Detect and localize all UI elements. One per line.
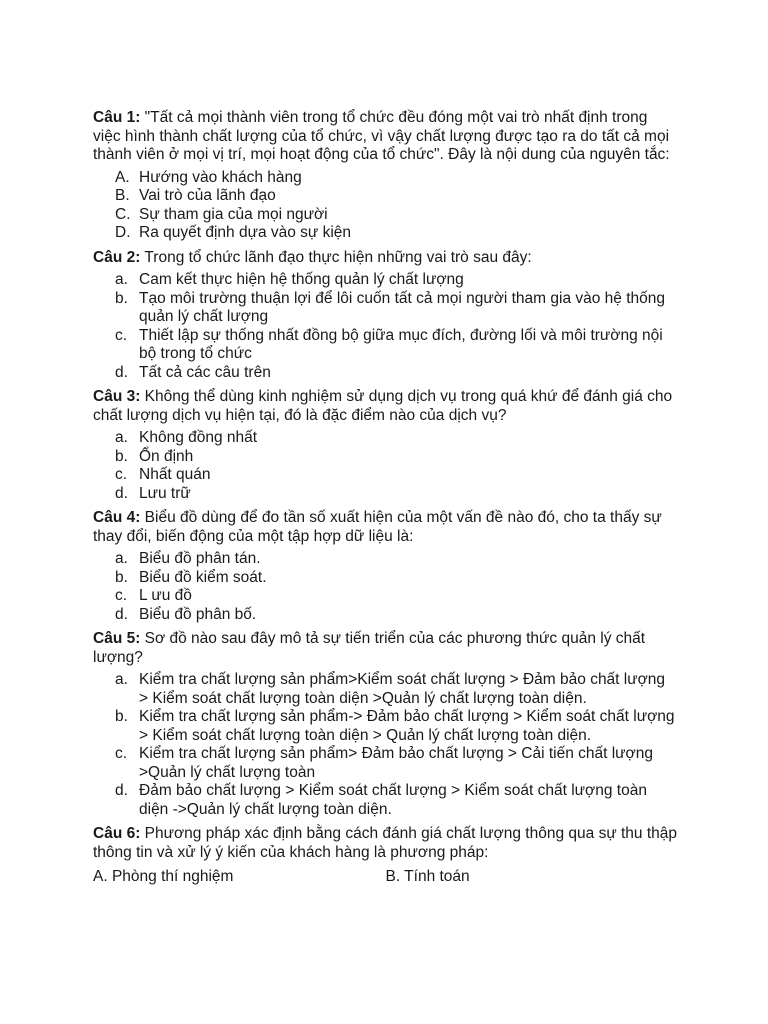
question-label: Câu 6:: [93, 825, 141, 842]
option-letter: a.: [115, 671, 128, 688]
question-text: Trong tổ chức lãnh đạo thực hiện những vai trò sau đây:: [140, 248, 532, 266]
option-letter: C.: [115, 205, 131, 223]
option-letter: a.: [115, 271, 128, 288]
option-text: Không đồng nhất: [139, 429, 258, 446]
option-text: Thiết lập sự thống nhất đồng bộ giữa mục đích, đường lối và môi trường nội bộ trong tổ chức: [139, 326, 663, 362]
option-item: [93, 206, 678, 225]
question-4: [93, 509, 678, 546]
option-item: B. Tính toán: [385, 868, 470, 885]
option-letter: b.: [115, 447, 128, 465]
option-item: [93, 187, 678, 206]
option-item: [93, 224, 678, 243]
option-text: Ổn định: [139, 447, 194, 465]
option-item: [93, 485, 678, 504]
options-row: [93, 868, 678, 887]
option-text: Tất cả các câu trên: [139, 363, 271, 381]
question-label: Câu 5:: [93, 630, 141, 647]
option-text: Nhất quán: [139, 466, 211, 483]
option-letter: a.: [115, 550, 128, 567]
option-item: [93, 708, 678, 745]
option-text: Cam kết thực hiện hệ thống quản lý chất lượng: [139, 271, 464, 288]
options-list: [93, 671, 678, 819]
option-letter: c.: [115, 587, 128, 604]
option-letter: a.: [115, 429, 128, 446]
option-item: [93, 466, 678, 485]
option-text: Sự tham gia của mọi người: [139, 205, 328, 223]
option-text: Biểu đồ phân tán.: [139, 550, 261, 567]
option-item: [93, 327, 678, 364]
option-text: Vai trò của lãnh đạo: [139, 187, 276, 204]
options-list: [93, 550, 678, 624]
question-1: [93, 109, 678, 165]
question-list: [93, 109, 678, 887]
option-item: [93, 429, 678, 448]
option-text: Hướng vào khách hàng: [139, 168, 302, 186]
options-list: [93, 169, 678, 243]
option-text: Biểu đồ phân bố.: [139, 605, 257, 623]
option-text: Ra quyết định dựa vào sự kiện: [139, 224, 352, 241]
option-item: [93, 671, 678, 708]
option-letter: c.: [115, 466, 128, 483]
question-label: Câu 3:: [93, 388, 141, 405]
question-label: Câu 2:: [93, 248, 141, 266]
question-text: Biểu đồ dùng để đo tần số xuất hiện của một vấn đề nào đó, cho ta thấy sự thay đổi, biến động của một tập hợp dữ liệu là:: [93, 509, 662, 545]
option-text: Đảm bảo chất lượng > Kiểm soát chất lượng > Kiểm soát chất lượng toàn diện ->Quản lý chất lượng toàn diện.: [139, 782, 647, 818]
option-letter: b.: [115, 568, 128, 586]
option-item: A. Phòng thí nghiệm: [93, 868, 234, 885]
option-text: Kiểm tra chất lượng sản phẩm> Đảm bảo chất lượng > Cải tiến chất lượng >Quản lý chất lượng toàn: [139, 745, 653, 781]
option-item: [93, 550, 678, 569]
question-6: [93, 825, 678, 862]
question-5: [93, 630, 678, 667]
question-text: Phương pháp xác định bằng cách đánh giá chất lượng thông qua sự thu thập thông tin và xử lý ý kiến của khách hàng là phương pháp:: [93, 825, 678, 861]
option-text: Tạo môi trường thuận lợi để lôi cuốn tất cả mọi người tham gia vào hệ thống quản lý chất lượng: [139, 289, 666, 325]
question-label: Câu 1:: [93, 109, 141, 126]
option-text: Lưu trữ: [139, 484, 191, 502]
question-text: "Tất cả mọi thành viên trong tổ chức đều đóng một vai trò nhất định trong việc hình thành chất lượng của tổ chức, vì vậy chất lượng được tạo ra do tất cả mọi thành viên ở mọi vị trí, mọi hoạt động của tổ chức". Đây là nội dung của nguyên tắc:: [93, 109, 670, 163]
option-letter: d.: [115, 363, 128, 381]
option-item: [93, 271, 678, 290]
options-list: [93, 271, 678, 382]
option-item: [93, 364, 678, 383]
option-letter: d.: [115, 605, 128, 623]
option-letter: b.: [115, 289, 128, 307]
question-2: [93, 249, 678, 268]
option-text: L ưu đồ: [139, 587, 192, 604]
option-letter: D.: [115, 224, 131, 241]
option-item: [93, 587, 678, 606]
option-item: [93, 745, 678, 782]
question-text: Không thể dùng kinh nghiệm sử dụng dịch vụ trong quá khứ để đánh giá cho chất lượng dịch vụ hiện tại, đó là đặc điểm nào của dịch vụ?: [93, 388, 673, 424]
option-item: [93, 606, 678, 625]
option-item: [93, 569, 678, 588]
option-letter: c.: [115, 326, 128, 344]
question-3: [93, 388, 678, 425]
option-letter: d.: [115, 782, 128, 799]
option-text: Kiểm tra chất lượng sản phẩm-> Đảm bảo chất lượng > Kiểm soát chất lượng > Kiểm soát chất lượng toàn diện > Quản lý chất lượng toàn diện.: [139, 708, 675, 744]
option-letter: d.: [115, 484, 128, 502]
option-letter: c.: [115, 745, 128, 762]
options-list: [93, 429, 678, 503]
option-letter: b.: [115, 708, 128, 725]
option-letter: B.: [115, 187, 130, 204]
option-item: [93, 782, 678, 819]
question-text: Sơ đồ nào sau đây mô tả sự tiến triển của các phương thức quản lý chất lượng?: [93, 630, 646, 666]
option-item: [93, 169, 678, 188]
option-item: [93, 448, 678, 467]
option-text: Kiểm tra chất lượng sản phẩm>Kiểm soát chất lượng > Đảm bảo chất lượng > Kiểm soát chất lượng toàn diện >Quản lý chất lượng toàn diện.: [139, 671, 666, 707]
option-letter: A.: [115, 168, 130, 186]
option-text: Biểu đồ kiểm soát.: [139, 568, 267, 586]
option-item: [93, 290, 678, 327]
question-label: Câu 4:: [93, 509, 141, 526]
